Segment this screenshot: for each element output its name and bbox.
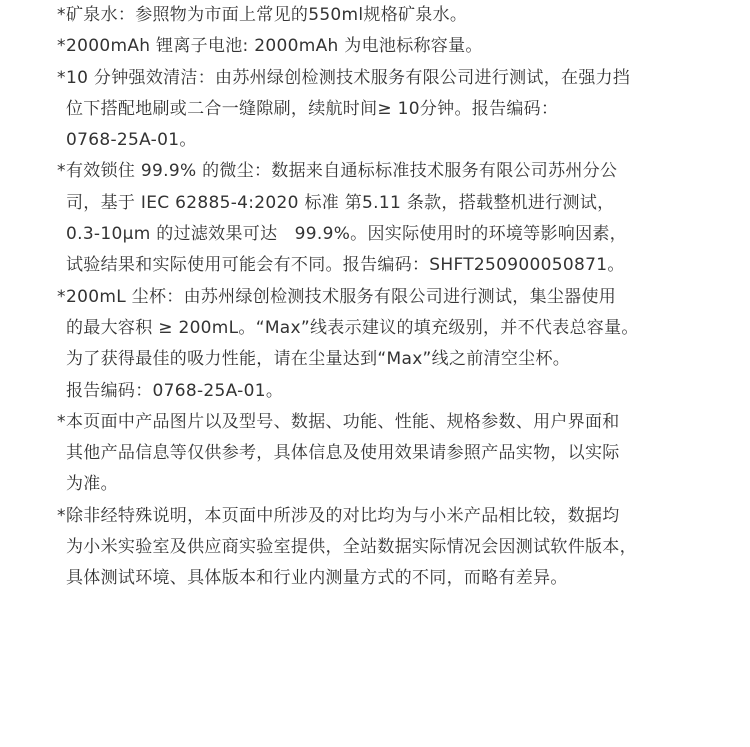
footnote-line: 其他产品信息等仅供参考，具体信息及使用效果请参照产品实物，以实际 — [66, 443, 620, 464]
footnote-line: 司，基于 IEC 62885-4:2020 标准 第5.11 条款，搭载整机进行测试， — [66, 192, 615, 213]
footnote-marker: * — [57, 505, 66, 526]
footnote-line: 有效锁住 99.9% 的微尘：数据来自通标标准技术服务有限公司苏州分公 — [66, 161, 618, 182]
footnote-marker: * — [57, 67, 66, 88]
footnote-line: 2000mAh 锂离子电池: 2000mAh 为电池标称容量。 — [66, 36, 483, 57]
footnote-line: 位下搭配地刷或二合一缝隙刷，续航时间≥ 10分钟。报告编码： — [66, 98, 559, 119]
footnote — [0, 31, 750, 62]
footnote-marker: * — [57, 286, 66, 307]
footnote-line: 除非经特殊说明，本页面中所涉及的对比均为与小米产品相比较，数据均 — [66, 505, 620, 526]
footnote-line: 为了获得最佳的吸力性能，请在尘量达到“Max”线之前清空尘杯。 — [66, 349, 571, 370]
footnote — [0, 63, 750, 157]
footnote-line: 报告编码：0768-25A-01。 — [66, 380, 284, 401]
footnote-marker: * — [57, 161, 66, 182]
footnote — [0, 407, 750, 501]
footnote-line: 为小米实验室及供应商实验室提供，全站数据实际情况会因测试软件版本， — [66, 537, 637, 558]
footnote — [0, 0, 750, 31]
footnote — [0, 156, 750, 281]
footnote-line: 的最大容积 ≥ 200mL。“Max”线表示建议的填充级别，并不代表总容量。 — [66, 317, 639, 338]
footnote-line: 为准。 — [66, 474, 118, 495]
footnote-line: 10 分钟强效清洁：由苏州绿创检测技术服务有限公司进行测试，在强力挡 — [66, 67, 631, 88]
footnote-line: 矿泉水：参照物为市面上常见的550ml规格矿泉水。 — [66, 5, 468, 25]
footnote-line: 试验结果和实际使用可能会有不同。报告编码：SHFT250900050871。 — [66, 255, 625, 276]
footnote-line: 0768-25A-01。 — [66, 130, 197, 151]
footnote-marker: * — [57, 36, 66, 57]
footnote-line: 本页面中产品图片以及型号、数据、功能、性能、规格参数、用户界面和 — [66, 411, 620, 432]
footnote-marker: * — [57, 411, 66, 432]
footnote-line: 200mL 尘杯：由苏州绿创检测技术服务有限公司进行测试，集尘器使用 — [66, 286, 617, 307]
footnote — [0, 501, 750, 595]
footnote-marker: * — [57, 5, 66, 25]
footnote — [0, 282, 750, 407]
footnote-line: 具体测试环境、具体版本和行业内测量方式的不同，而略有差异。 — [66, 568, 568, 589]
footnote-line: 0.3-10μm 的过滤效果可达 99.9%。因实际使用时的环境等影响因素， — [66, 224, 627, 245]
